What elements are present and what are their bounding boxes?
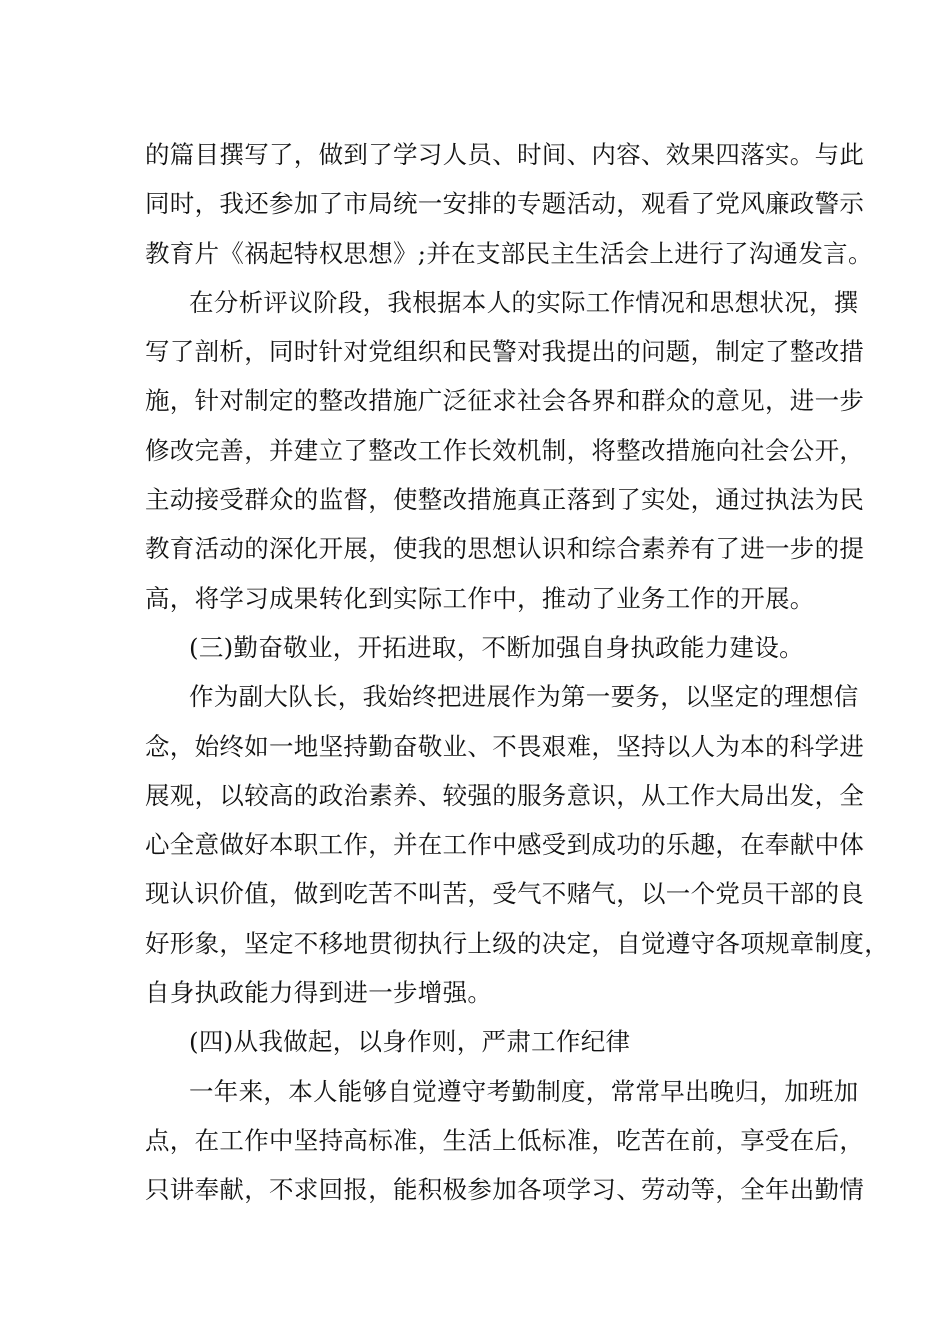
- text-line: 施，针对制定的整改措施广泛征求社会各界和群众的意见，进一步: [145, 386, 865, 416]
- text-line: 修改完善，并建立了整改工作长效机制，将整改措施向社会公开，: [145, 435, 865, 465]
- text-line: 主动接受群众的监督，使整改措施真正落到了实处，通过执法为民: [145, 485, 865, 515]
- text-line: (三)勤奋敬业，开拓进取，不断加强自身执政能力建设。: [189, 632, 804, 662]
- text-line: 一年来，本人能够自觉遵守考勤制度，常常早出晚归，加班加: [189, 1076, 859, 1106]
- text-line: 点，在工作中坚持高标准，生活上低标准，吃苦在前，享受在后，: [145, 1125, 865, 1155]
- text-line: 展观，以较高的政治素养、较强的服务意识，从工作大局出发，全: [145, 780, 865, 810]
- text-line: 好形象，坚定不移地贯彻执行上级的决定，自觉遵守各项规章制度，: [145, 928, 889, 958]
- text-line: 只讲奉献，不求回报，能积极参加各项学习、劳动等，全年出勤情: [145, 1175, 865, 1205]
- text-line: 现认识价值，做到吃苦不叫苦，受气不赌气，以一个党员干部的良: [145, 879, 865, 909]
- text-line: 同时，我还参加了市局统一安排的专题活动，观看了党风廉政警示: [145, 189, 865, 219]
- text-line: 心全意做好本职工作，并在工作中感受到成功的乐趣，在奉献中体: [145, 830, 865, 860]
- text-line: 的篇目撰写了，做到了学习人员、时间、内容、效果四落实。与此: [145, 140, 865, 169]
- text-line: 教育活动的深化开展，使我的思想认识和综合素养有了进一步的提: [145, 534, 865, 564]
- text-line: 自身执政能力得到进一步增强。: [145, 978, 493, 1008]
- text-line: (四)从我做起，以身作则，严肃工作纪律: [189, 1027, 631, 1057]
- text-line: 教育片《祸起特权思想》;并在支部民主生活会上进行了沟通发言。: [145, 238, 873, 268]
- text-line: 在分析评议阶段，我根据本人的实际工作情况和思想状况，撰: [189, 287, 859, 317]
- document-body: [145, 130, 889, 1215]
- text-line: 念，始终如一地坚持勤奋敬业、不畏艰难，坚持以人为本的科学进: [145, 731, 865, 761]
- text-line: 写了剖析，同时针对党组织和民警对我提出的问题，制定了整改措: [145, 337, 865, 367]
- text-line: 作为副大队长，我始终把进展作为第一要务，以坚定的理想信: [189, 682, 859, 712]
- text-line: 高，将学习成果转化到实际工作中，推动了业务工作的开展。: [145, 583, 815, 613]
